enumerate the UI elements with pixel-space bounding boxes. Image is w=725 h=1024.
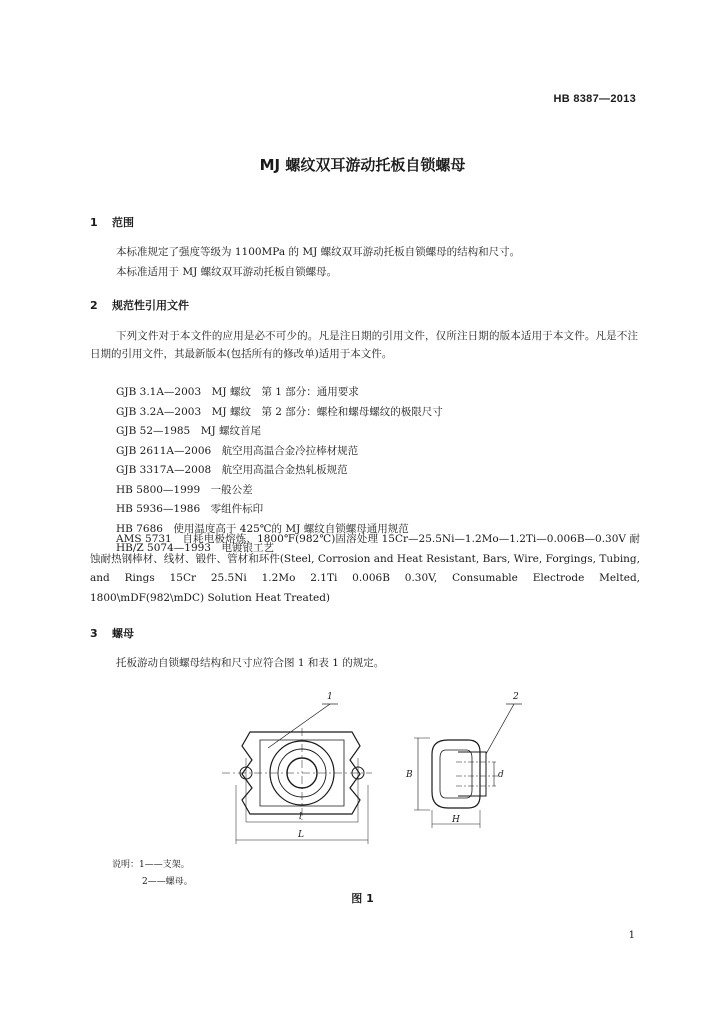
page-title: MJ 螺纹双耳游动托板自锁螺母 xyxy=(259,156,466,174)
figure-legend xyxy=(112,857,193,891)
legend-item: 1——支架。 xyxy=(139,860,190,870)
reference-item: GJB 3317A—2008 航空用高温合金热轧板规范 xyxy=(116,464,348,476)
reference-item: HB 5800—1999 一般公差 xyxy=(116,483,253,496)
section-title: 范围 xyxy=(112,216,134,229)
figure-1-drawing xyxy=(0,680,725,855)
scope-line-1: 本标准规定了强度等级为 1100MPa 的 MJ 螺纹双耳游动托板自锁螺母的结构和尺寸。 xyxy=(116,246,521,258)
reference-item: HB 7686 使用温度高于 425℃的 MJ 螺纹自锁螺母通用规范 xyxy=(116,522,409,535)
legend-item: 2——螺母。 xyxy=(142,877,193,887)
section-1-heading xyxy=(90,214,134,230)
section-2-heading xyxy=(90,297,189,313)
reference-item: GJB 3.1A—2003 MJ 螺纹 第 1 部分：通用要求 xyxy=(116,386,359,398)
callout-2: 2 xyxy=(513,692,519,702)
callout-1: 1 xyxy=(327,692,333,702)
legend-title: 说明： xyxy=(112,860,140,870)
section-number: 1 xyxy=(90,216,98,229)
section-title: 规范性引用文件 xyxy=(112,299,189,312)
leader-2 xyxy=(486,704,514,754)
dim-label-l: l xyxy=(299,812,302,822)
dim-label-B: B xyxy=(406,770,413,780)
page-number: 1 xyxy=(628,930,635,941)
section-3-heading xyxy=(90,625,134,641)
reference-item: GJB 3.2A—2003 MJ 螺纹 第 2 部分：螺栓和螺母螺纹的极限尺寸 xyxy=(116,405,443,418)
reference-item: HB 5936—1986 零组件标印 xyxy=(116,503,264,515)
section-title: 螺母 xyxy=(112,627,134,640)
doc-number: HB 8387—2013 xyxy=(553,93,636,105)
figure-caption: 图 1 xyxy=(351,892,374,905)
section-number: 2 xyxy=(90,299,98,312)
reference-item: GJB 52—1985 MJ 螺纹首尾 xyxy=(116,425,262,437)
scope-line-2: 本标准适用于 MJ 螺纹双耳游动托板自锁螺母。 xyxy=(116,266,338,278)
dim-label-d: d xyxy=(498,770,504,780)
dim-label-L: L xyxy=(298,830,304,840)
dim-label-H: H xyxy=(452,815,460,825)
reference-item: GJB 2611A—2006 航空用高温合金冷拉棒材规范 xyxy=(116,444,359,457)
reference-item: HB/Z 5074—1993 电镀银工艺 xyxy=(116,542,274,554)
nut-line-1: 托板游动自锁螺母结构和尺寸应符合图 1 和表 1 的规定。 xyxy=(116,657,385,669)
section-number: 3 xyxy=(90,627,98,640)
normative-intro: 下列文件对于本文件的应用是必不可少的。凡是注日期的引用文件，仅所注日期的版本适用于本文件。凡是不注日期的引用文件，其最新版本(包括所有的修改单)适用于本文件。 xyxy=(90,330,638,360)
ams-reference: AMS 5731 自耗电极熔炼、1800℉(982℃)固溶处理 15Cr—25.5Ni—1.2Mo—1.2Ti—0.006B—0.30V 耐蚀耐热钢棒材、线材、锻件、管材和环件(Steel, Corrosion and Heat Resistant, Bars, Wire, Forgings, Tubing, and Rings 15Cr 25.5Ni 1.2Mo 2.1Ti 0.006B 0.30V, Consumable Electrode Melted, 1800\mDF(982\mDC) Solution Heat Treated) xyxy=(90,533,640,604)
